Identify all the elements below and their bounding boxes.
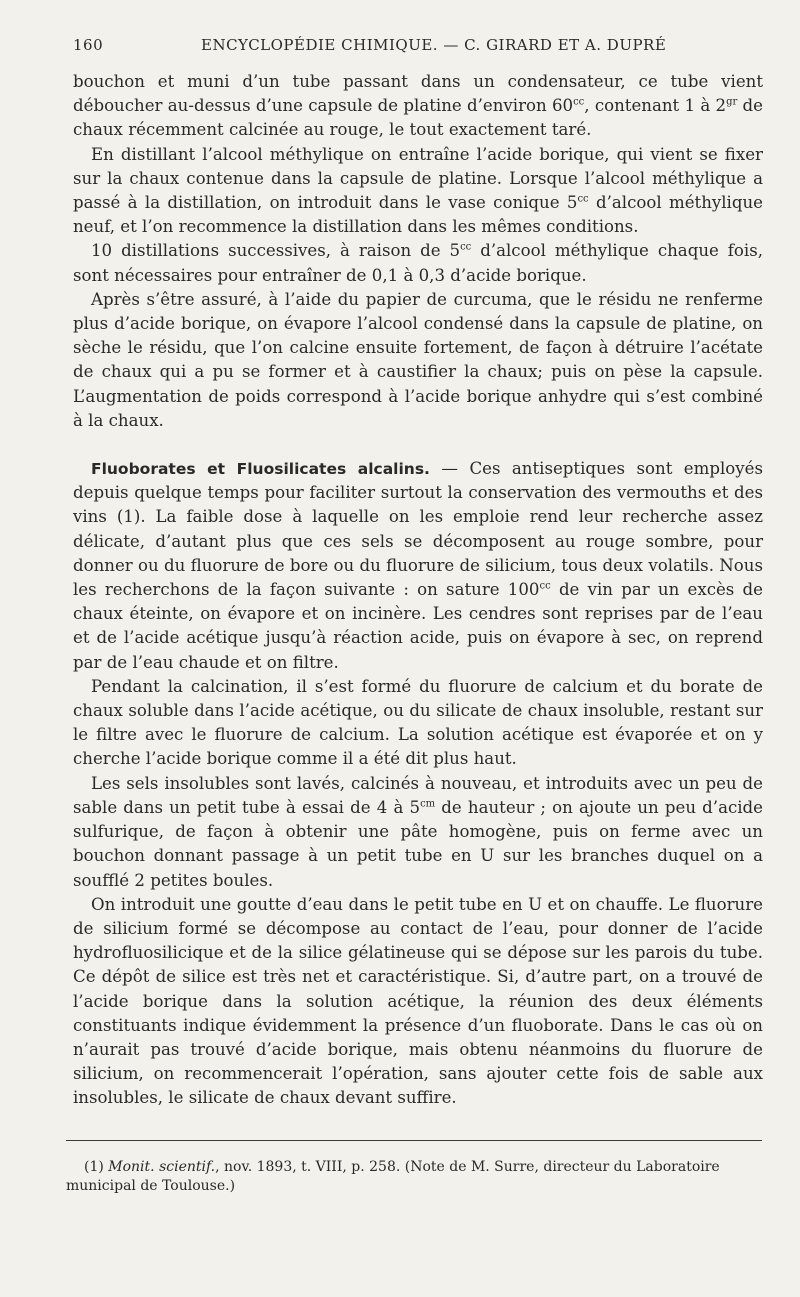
footnote: (1) Monit. scientif., nov. 1893, t. VIII, p. 258. (Note de M. Surre, directeur du Laboratoire municipal de Toulouse.)	[66, 1159, 720, 1194]
paragraph: Après s’être assuré, à l’aide du papier de curcuma, que le résidu ne renferme plus d’acide borique, on évapore l’alcool condensé dans la capsule de platine, on sèche le résidu, que l’on calcine ensuite fortement, de façon à détruire l’acétate de chaux qui a pu se former et à caustifier la chaux; puis on pèse la capsule. L’augmentation de poids correspond à l’acide borique anhydre qui s’est combiné à la chaux.	[73, 289, 763, 430]
footnote-marker: (1)	[84, 1159, 109, 1175]
footnote-divider	[66, 1140, 762, 1141]
paragraph: Les sels insolubles sont lavés, calcinés à nouveau, et introduits avec un peu de sable dans un petit tube à essai de 4 à $5^{cm}$ de hauteur ; on ajoute un peu d’acide sulfurique, de façon à obtenir une pâte homogène, puis on ferme avec un bouchon donnant passage à un petit tube en U sur les branches duquel on a soufflé 2 petites boules.	[73, 773, 764, 890]
paragraph: 10 distillations successives, à raison de $5^{cc}$ d’alcool méthylique chaque fois, sont nécessaires pour entraîner de 0,1 à 0,3 d’acide borique.	[73, 241, 763, 285]
body-text	[73, 70, 763, 1111]
section-heading: Fluoborates et Fluosilicates alcalins.	[91, 460, 430, 479]
page-number: 160	[73, 36, 104, 54]
paragraph: On introduit une goutte d’eau dans le petit tube en U et on chauffe. Le fluorure de silicium formé se décompose au contact de l’eau, pour donner de l’acide hydrofluosilicique et de la silice gélatineuse qui se dépose sur les parois du tube. Ce dépôt de silice est très net et caractéristique. Si, d’autre part, on a trouvé de l’acide borique dans la solution acétique, la réunion des deux éléments constituants indique évidemment la présence d’un fluoborate. Dans le cas où on n’aurait pas trouvé d’acide borique, mais obtenu néanmoins du fluorure de silicium, on recommencerait l’opération, sans ajouter cette fois de sable aux insolubles, le silicate de chaux devant suffire.	[73, 894, 763, 1108]
running-title: ENCYCLOPÉDIE CHIMIQUE. — C. GIRARD ET A. DUPRÉ	[201, 36, 667, 54]
section-paragraph: Fluoborates et Fluosilicates alcalins. — Ces antiseptiques sont employés depuis quelque temps pour faciliter surtout la conservation des vermouths et des vins (1). La faible dose à laquelle on les emploie rend leur recherche assez délicate, d’autant plus que ces sels se décomposent au rouge sombre, pour donner ou du fluorure de bore ou du fluorure de silicium, tous deux volatils. Nous les recherchons de la façon suivante : on sature $100^{cc}$ de vin par un excès de chaux éteinte, on évapore et on incinère. Les cendres sont reprises par de l’eau et de l’acide acétique jusqu’à réaction acide, puis on évapore à sec, on reprend par de l’eau chaude et on filtre.	[73, 459, 764, 672]
paragraph: En distillant l’alcool méthylique on entraîne l’acide borique, qui vient se fixer sur la chaux contenue dans la capsule de platine. Lorsque l’alcool méthylique a passé à la distillation, on introduit dans le vase conique $5^{cc}$ d’alcool méthylique neuf, et l’on recommence la distillation dans les mêmes conditions.	[73, 144, 763, 237]
paragraph: Pendant la calcination, il s’est formé du fluorure de calcium et du borate de chaux soluble dans l’acide acétique, ou du silicate de chaux insoluble, restant sur le filtre avec le fluorure de calcium. La solution acétique est évaporée et on y cherche l’acide borique comme il a été dit plus haut.	[73, 676, 763, 769]
paragraph: bouchon et muni d’un tube passant dans un condensateur, ce tube vient déboucher au-dessus d’une capsule de platine d’environ $60^{cc}$, contenant 1 à $2^{gr}$ de chaux récemment calcinée au rouge, le tout exactement taré.	[73, 72, 763, 140]
footnote-journal: Monit. scientif.	[108, 1159, 216, 1175]
